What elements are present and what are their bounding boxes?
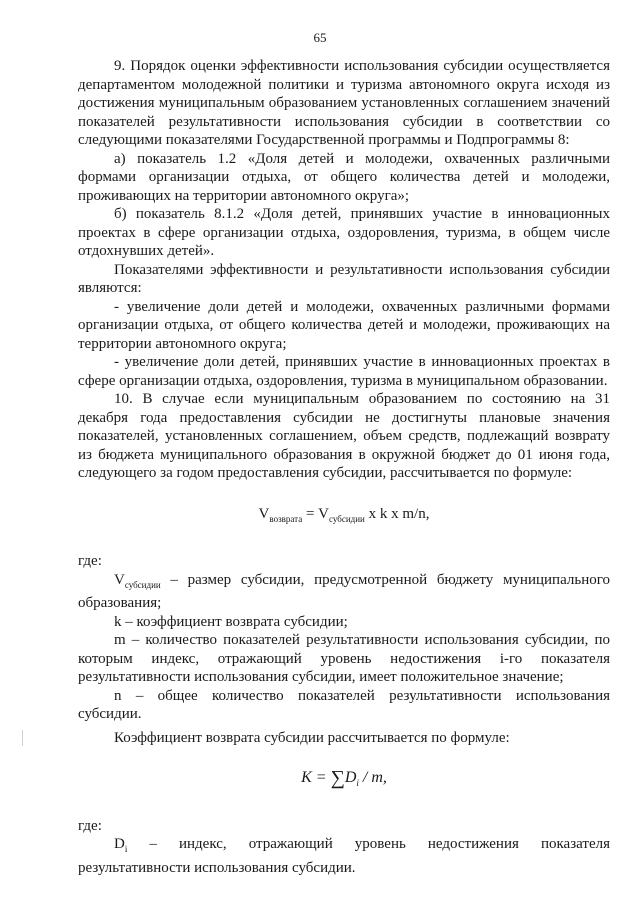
page-number: 65	[313, 30, 327, 45]
paragraph-9a: а) показатель 1.2 «Доля детей и молодежи, охваченных различными формами организации отдыха, от общего количества детей и молодежи, проживающих на территории автономного округа»;	[78, 150, 610, 204]
formula-sub-subsidy: субсидии	[329, 513, 365, 524]
def-n: n – общее количество показателей результативности использования субсидии.	[78, 687, 610, 722]
def-d-symbol: D	[114, 836, 125, 853]
paragraph-indicators: Показателями эффективности и результативности использования субсидии являются:	[78, 261, 610, 296]
coefficient-intro: Коэффициент возврата субсидии рассчитывается по формуле:	[114, 729, 510, 746]
def-d-index	[78, 835, 610, 877]
def-d-sub: i	[124, 844, 128, 855]
paragraph-indicator-1: - увеличение доли детей и молодежи, охваченных различными формами организации отдыха, от общего количества детей и молодежи, проживающих на территории автономного округа;	[78, 298, 610, 352]
formula2-sub-i: i	[356, 778, 359, 789]
sigma-symbol: ∑	[330, 767, 345, 789]
formula-coefficient	[78, 769, 610, 793]
formula2-lhs: K =	[301, 769, 331, 786]
where-label-2: где:	[78, 817, 102, 834]
paragraph-9: 9. Порядок оценки эффективности использования субсидии осуществляется департаментом молодежной политики и туризма автономного округа исходя из достижения муниципальным образованием установленных соглашением значений показателей результативности использования субсидии в соответствии со следующими показателями Государственной программы и Подпрограммы 8:	[78, 58, 610, 148]
margin-mark	[22, 730, 23, 746]
def-v-text: – размер субсидии, предусмотренной бюджету муниципального образования;	[78, 571, 610, 611]
def-v-sub: субсидии	[124, 579, 161, 590]
formula-sub-return: возврата	[269, 513, 303, 524]
formula-rest: x k x m/n,	[364, 505, 430, 522]
formula2-rest: / m,	[358, 769, 387, 786]
paragraph-indicator-2: - увеличение доли детей, принявших участие в инновационных проектах в сфере организации отдыха, оздоровления, туризма в муниципальном образовании.	[78, 354, 610, 389]
paragraph-9b: б) показатель 8.1.2 «Доля детей, принявших участие в инновационных проектах в сфере организации отдыха, оздоровления, туризма, в общем числе отдохнувших детей».	[78, 206, 610, 259]
formula-return-amount	[78, 505, 610, 529]
formula-eq: =	[302, 505, 319, 522]
formula-v2: V	[318, 505, 329, 522]
where-label-1: где:	[78, 553, 102, 569]
def-m: m – количество показателей результативности использования субсидии, по которым индекс, отражающий уровень недостижения i-го показателя результативности использования субсидии, имеет положительное значение;	[78, 632, 610, 685]
def-v-symbol: V	[114, 571, 125, 588]
def-k: k – коэффициент возврата субсидии;	[114, 613, 348, 630]
def-v-subsidy	[78, 571, 610, 613]
def-d-text: – индекс, отражающий уровень недостижения показателя результативности использования субсидии.	[78, 836, 610, 876]
page-body	[78, 57, 610, 877]
formula2-d: D	[344, 769, 357, 786]
formula-v: V	[258, 505, 270, 522]
paragraph-10: 10. В случае если муниципальным образованием по состоянию на 31 декабря года предоставления субсидии не достигнуты плановые значения показателей, установленных соглашением, объем средств, подлежащий возврату из бюджета муниципального образования в окружной бюджет до 01 июня года, следующего за годом предоставления субсидии, рассчитывается по формуле:	[78, 391, 610, 481]
